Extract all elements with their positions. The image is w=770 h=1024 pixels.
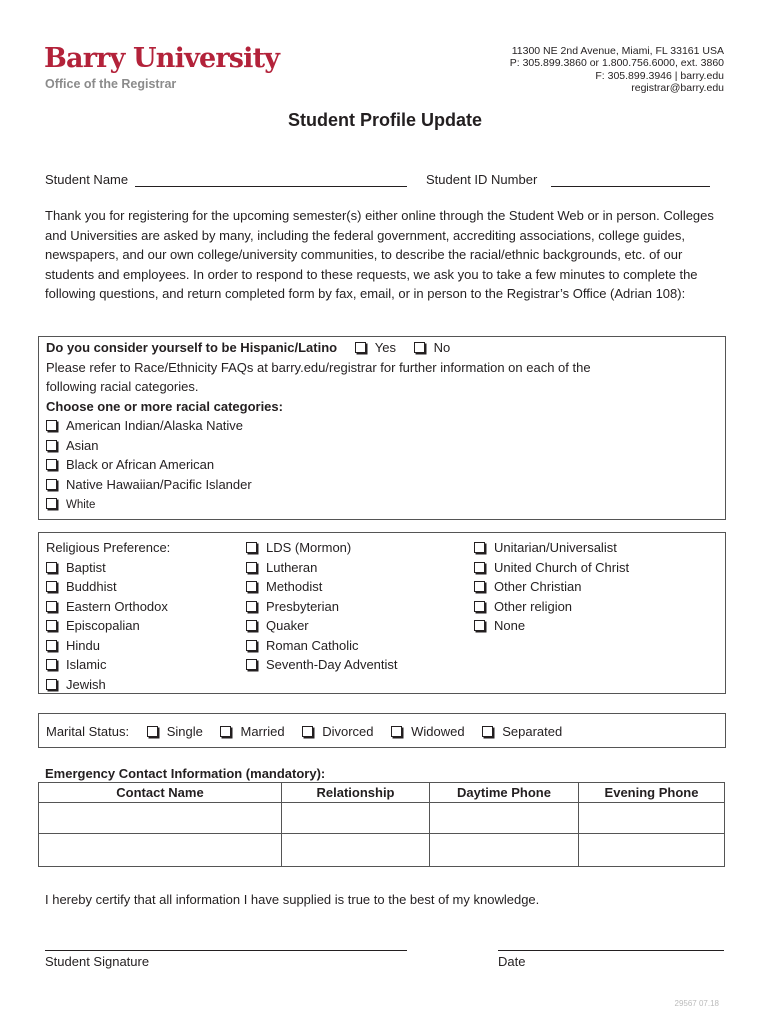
religion-option-label: Presbyterian	[266, 598, 339, 614]
date-line[interactable]	[498, 950, 724, 951]
race-option[interactable]	[46, 475, 591, 495]
religion-option-label: Roman Catholic	[266, 637, 359, 653]
religion-option[interactable]	[46, 636, 170, 656]
barry-university-logo: Barry University	[44, 43, 280, 74]
table-header-row	[39, 783, 725, 803]
religion-option-label: Baptist	[66, 559, 106, 575]
no-label: No	[433, 340, 451, 355]
religion-option[interactable]	[246, 538, 398, 558]
checkbox-icon[interactable]	[474, 581, 485, 592]
marital-status-row	[46, 724, 562, 739]
checkbox-icon[interactable]	[246, 542, 257, 553]
checkbox-icon[interactable]	[246, 659, 257, 670]
marital-option[interactable]	[220, 724, 284, 739]
checkbox-icon[interactable]	[474, 562, 485, 573]
student-signature-line[interactable]	[45, 950, 407, 951]
religion-option[interactable]	[46, 597, 170, 617]
relationship-cell[interactable]	[282, 803, 430, 834]
daytime-phone-cell[interactable]	[430, 834, 579, 867]
checkbox-icon[interactable]	[355, 342, 366, 353]
checkbox-icon[interactable]	[474, 601, 485, 612]
religion-col2	[246, 538, 398, 675]
checkbox-icon[interactable]	[246, 562, 257, 573]
race-label: Native Hawaiian/Pacific Islander	[66, 476, 252, 492]
religion-option-label: Seventh-Day Adventist	[266, 657, 398, 672]
checkbox-icon[interactable]	[46, 640, 57, 651]
yes-label: Yes	[374, 340, 396, 355]
ethnicity-content	[46, 338, 591, 514]
religion-option-label: Methodist	[266, 579, 323, 594]
marital-option-label: Married	[240, 724, 285, 739]
checkbox-icon[interactable]	[46, 440, 57, 451]
religion-option[interactable]	[474, 538, 629, 558]
religion-option[interactable]	[46, 616, 170, 636]
checkbox-icon[interactable]	[46, 562, 57, 573]
religion-option[interactable]	[46, 675, 170, 695]
emergency-heading: Emergency Contact Information (mandatory):	[45, 766, 326, 781]
checkbox-icon[interactable]	[46, 479, 57, 490]
checkbox-icon[interactable]	[302, 726, 313, 737]
checkbox-icon[interactable]	[46, 679, 57, 690]
table-row	[39, 803, 725, 834]
race-label: Asian	[66, 437, 99, 453]
marital-option[interactable]	[391, 724, 464, 739]
religion-option[interactable]	[246, 577, 398, 597]
checkbox-icon[interactable]	[46, 601, 57, 612]
religion-option-label: Hindu	[66, 637, 100, 653]
religion-option-label: LDS (Mormon)	[266, 540, 352, 555]
religion-option-label: Lutheran	[266, 559, 318, 575]
checkbox-icon[interactable]	[46, 581, 57, 592]
checkbox-icon[interactable]	[246, 601, 257, 612]
marital-option-label: Divorced	[322, 724, 374, 739]
race-option[interactable]	[46, 436, 591, 456]
religion-col1	[46, 538, 170, 694]
column-header: Evening Phone	[579, 783, 725, 803]
contact-name-cell[interactable]	[39, 803, 282, 834]
student-signature-label: Student Signature	[45, 954, 150, 969]
emergency-contact-table	[38, 782, 725, 867]
checkbox-icon[interactable]	[246, 640, 257, 651]
race-option[interactable]	[46, 455, 591, 475]
relationship-cell[interactable]	[282, 834, 430, 867]
email-line: registrar@barry.edu	[631, 81, 724, 94]
religion-option-label: Islamic	[66, 657, 107, 672]
office-name: Office of the Registrar	[45, 77, 177, 91]
marital-status-section	[38, 713, 726, 748]
phone-line: P: 305.899.3860 or 1.800.756.6000, ext. 3860	[509, 57, 724, 70]
religion-option[interactable]	[46, 558, 170, 578]
intro-paragraph: Thank you for registering for the upcoming semester(s) either online through the Student Web or in person. Colleges and Universities are asked by many, including the federal government, accrediting associations, college guides, newspapers, and our own college/university communities, to describe the racial/ethnic backgrounds, etc. of our students and employees. In order to respond to these requests, we ask you to take a few minutes to complete the following questions, and return completed form by fax, email, or in person to the Registrar’s Office (Adrian 108):	[45, 208, 714, 301]
race-note-line: following racial categories.	[46, 379, 199, 394]
daytime-phone-cell[interactable]	[430, 803, 579, 834]
checkbox-icon[interactable]	[220, 726, 231, 737]
religion-option-label: Episcopalian	[66, 618, 140, 633]
checkbox-icon[interactable]	[46, 620, 57, 631]
hispanic-no-option[interactable]	[414, 340, 451, 355]
checkbox-icon[interactable]	[246, 581, 257, 592]
checkbox-icon[interactable]	[147, 726, 158, 737]
marital-status-label: Marital Status:	[46, 724, 130, 739]
religion-option-label: Other religion	[494, 598, 573, 614]
student-id-field[interactable]	[551, 186, 710, 187]
ethnicity-section	[38, 336, 726, 520]
race-label: American Indian/Alaska Native	[66, 418, 244, 433]
race-note-line: Please refer to Race/Ethnicity FAQs at barry.edu/registrar for further information on each of the	[46, 359, 591, 375]
religion-option-label: United Church of Christ	[494, 559, 630, 575]
religion-option-label: None	[494, 618, 526, 633]
religion-option[interactable]	[246, 655, 398, 675]
marital-option-label: Separated	[502, 724, 563, 739]
religion-label: Religious Preference:	[46, 540, 171, 555]
fax-line: F: 305.899.3946 | barry.edu	[595, 69, 724, 82]
student-id-label: Student ID Number	[426, 172, 538, 187]
religion-option[interactable]	[46, 655, 170, 675]
address-line: 11300 NE 2nd Avenue, Miami, FL 33161 USA	[511, 45, 724, 57]
religion-option[interactable]	[474, 616, 629, 636]
hispanic-question-row	[46, 338, 591, 358]
religion-option-label: Other Christian	[494, 579, 582, 594]
checkbox-icon[interactable]	[391, 726, 402, 737]
checkbox-icon[interactable]	[474, 620, 485, 631]
checkbox-icon[interactable]	[482, 726, 493, 737]
checkbox-icon[interactable]	[46, 459, 57, 470]
checkbox-icon[interactable]	[246, 620, 257, 631]
marital-option-label: Single	[166, 724, 203, 739]
checkbox-icon[interactable]	[474, 542, 485, 553]
evening-phone-cell[interactable]	[579, 834, 725, 867]
race-option[interactable]	[46, 416, 591, 436]
checkbox-icon[interactable]	[46, 659, 57, 670]
religion-option[interactable]	[246, 558, 398, 578]
student-name-field[interactable]	[135, 186, 407, 187]
religion-option[interactable]	[474, 597, 629, 617]
religion-option[interactable]	[246, 636, 398, 656]
marital-option[interactable]	[302, 724, 373, 739]
race-choose-label: Choose one or more racial categories:	[46, 398, 283, 414]
contact-name-cell[interactable]	[39, 834, 282, 867]
column-header: Daytime Phone	[430, 783, 579, 803]
column-header: Contact Name	[39, 783, 282, 803]
religion-option[interactable]	[474, 577, 629, 597]
religion-option-label: Unitarian/Universalist	[494, 540, 617, 555]
student-name-label: Student Name	[45, 172, 129, 187]
religion-option[interactable]	[46, 577, 170, 597]
form-title: Student Profile Update	[287, 110, 482, 130]
race-option[interactable]	[46, 494, 591, 514]
checkbox-icon[interactable]	[46, 498, 57, 509]
contact-address	[510, 45, 724, 94]
religion-option-label: Quaker	[266, 618, 309, 633]
religion-option-label: Eastern Orthodox	[66, 598, 168, 614]
race-label: White	[66, 499, 96, 511]
checkbox-icon[interactable]	[46, 420, 57, 431]
hispanic-yes-option[interactable]	[355, 340, 396, 355]
religion-section	[38, 532, 726, 694]
date-label: Date	[498, 954, 526, 969]
evening-phone-cell[interactable]	[579, 803, 725, 834]
checkbox-icon[interactable]	[414, 342, 425, 353]
marital-option[interactable]	[482, 724, 562, 739]
hispanic-question: Do you consider yourself to be Hispanic/Latino	[46, 340, 338, 355]
table-row	[39, 834, 725, 867]
religion-option[interactable]	[246, 597, 398, 617]
religion-option[interactable]	[474, 558, 629, 578]
marital-option-label: Widowed	[411, 724, 465, 739]
religion-option-label: Jewish	[66, 676, 106, 692]
marital-option[interactable]	[147, 724, 203, 739]
religion-col3	[474, 538, 629, 636]
race-label: Black or African American	[66, 457, 215, 472]
religion-option-label: Buddhist	[66, 579, 117, 594]
column-header: Relationship	[282, 783, 430, 803]
religion-option[interactable]	[246, 616, 398, 636]
form-code: 29567 07.18	[674, 999, 719, 1008]
certification-statement: I hereby certify that all information I have supplied is true to the best of my knowledge.	[45, 892, 540, 907]
